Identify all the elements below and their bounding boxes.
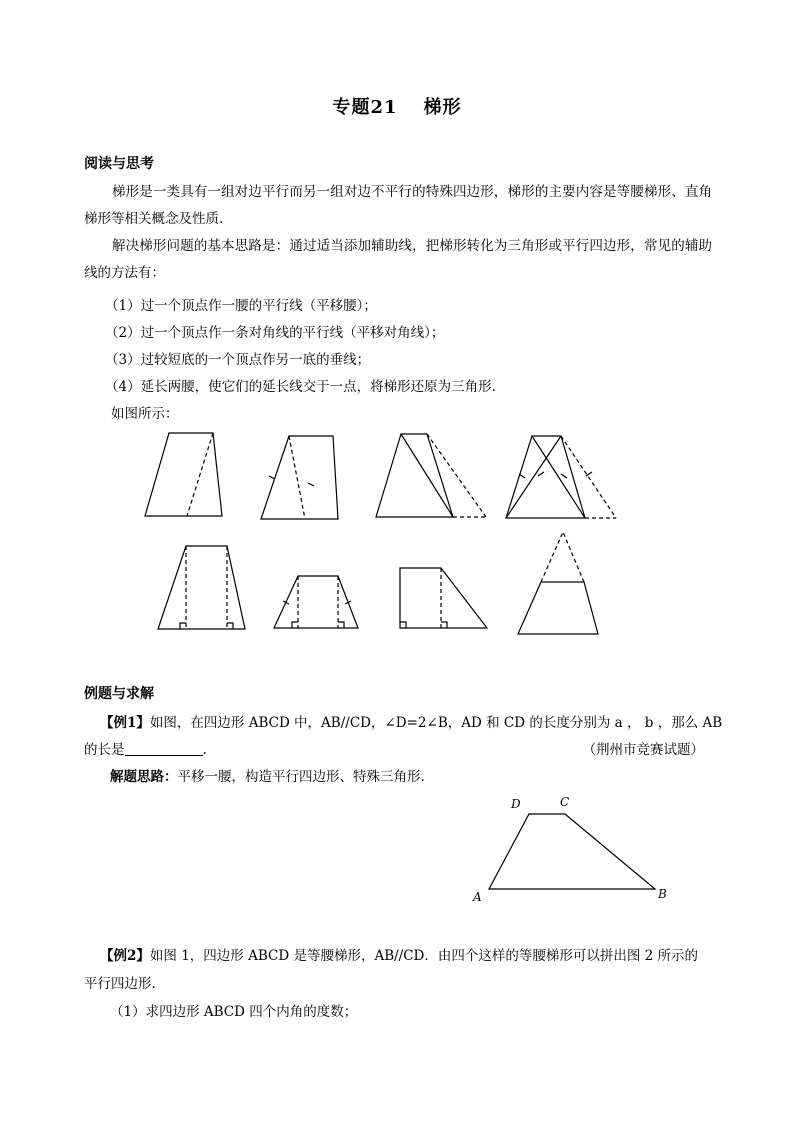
method-item-1: （1）过一个顶点作一腰的平行线（平移腰）；: [105, 298, 377, 314]
method-item-3: （3）过较短底的一个顶点作另一底的垂线；: [105, 352, 371, 368]
title-topic: 梯形: [423, 97, 462, 118]
method-item-4: （4）延长两腰，使它们的延长线交于一点，将梯形还原为三角形.: [105, 379, 496, 395]
example-1-source: （荆州市竞赛试题）: [582, 742, 704, 758]
example-1-tag: 【例1】: [100, 715, 150, 731]
example-2-line: [100, 944, 698, 964]
label-d: D: [511, 797, 521, 811]
trapezoid-abcd: [489, 814, 655, 889]
method-item-2: （2）过一个顶点作一条对角线的平行线（平移对角线）；: [105, 325, 445, 341]
section-heading-examples: 例题与求解: [84, 686, 154, 702]
example-2-text: 如图 1，四边形 ABCD 是等腰梯形，AB//CD．由四个这样的等腰梯形可以拼出图 2 所示的: [149, 948, 699, 964]
example-2-tag: 【例2】: [100, 948, 150, 964]
hint-label: 解题思路：: [110, 769, 178, 785]
example-1-text: 如图，在四边形 ABCD 中，AB//CD，∠D=2∠B，AD 和 CD 的长度分别为 a ， b ，那么 AB: [149, 715, 723, 731]
label-c: C: [560, 795, 570, 809]
intro-paragraph: 梯形是一类具有一组对边平行而另一组对边不平行的特殊四边形，梯形的主要内容是等腰梯形、直角梯形等相关概念及性质.: [84, 184, 712, 227]
label-a: A: [473, 890, 482, 904]
method-paragraph: 解决梯形问题的基本思路是：通过适当添加辅助线，把梯形转化为三角形或平行四边形，常见的辅助线的方法有：: [84, 238, 712, 281]
title-number: 专题21: [332, 97, 398, 118]
section-heading-reading: 阅读与思考: [84, 156, 154, 172]
example-2-text-2: 平行四边形.: [84, 976, 156, 992]
label-b: B: [658, 887, 667, 901]
hint-text: 平移一腰，构造平行四边形、特殊三角形.: [177, 769, 425, 785]
example-1-text-2-end: .: [202, 742, 207, 758]
example-1-text-2: 的长是: [84, 742, 125, 758]
example-2-item-1: （1）求四边形 ABCD 四个内角的度数；: [110, 1004, 358, 1020]
figure-caption: 如图所示：: [111, 406, 179, 422]
